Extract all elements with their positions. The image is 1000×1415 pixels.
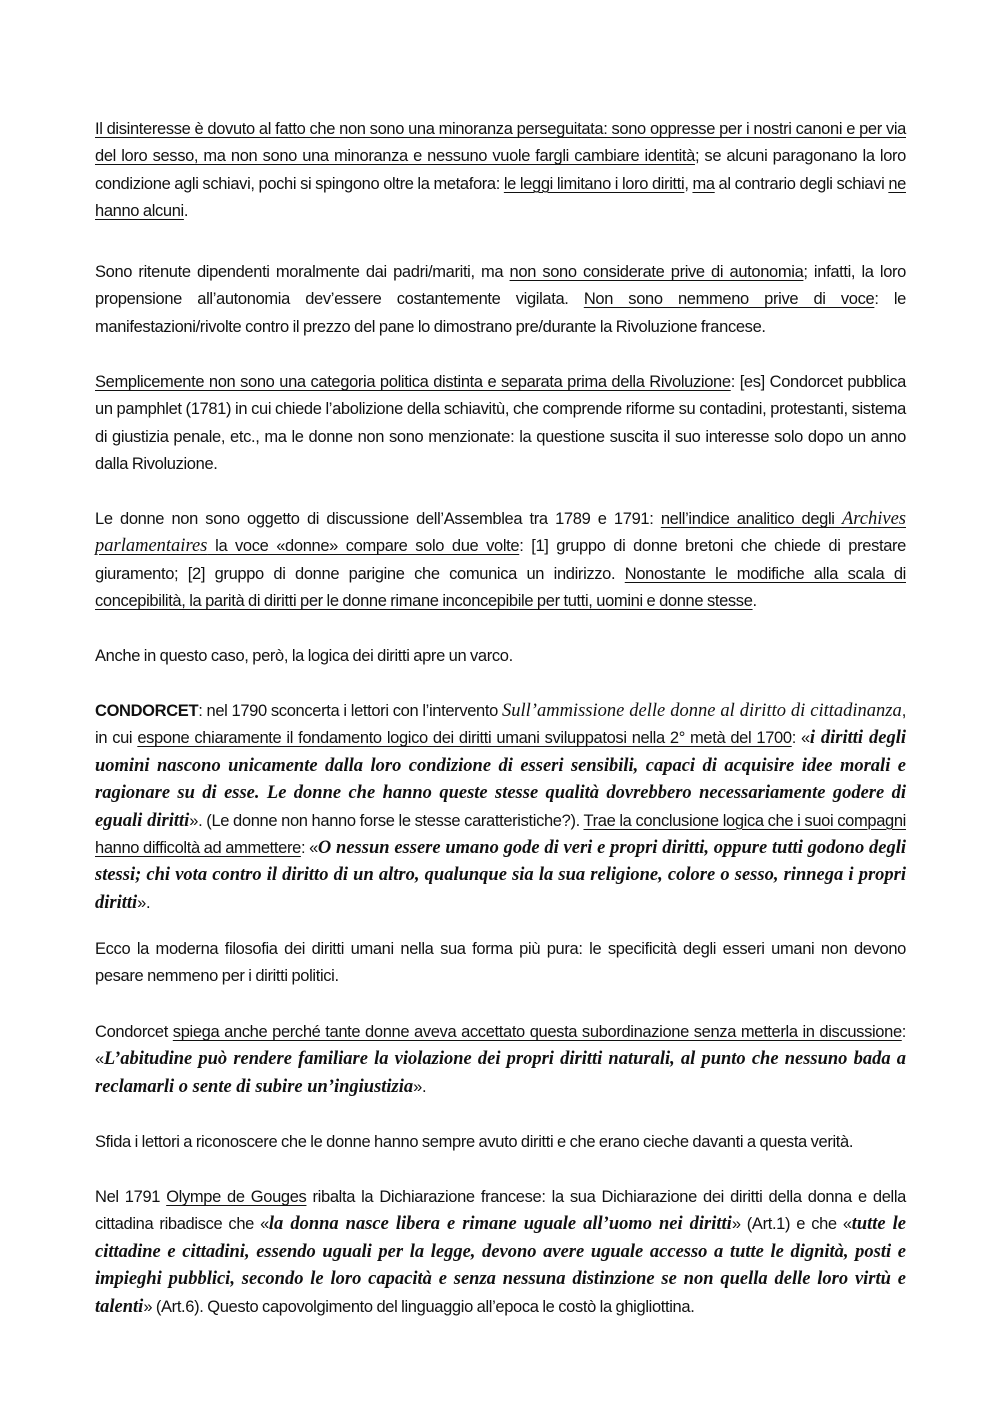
underlined-text: la voce «donne» compare solo due volte <box>207 537 520 556</box>
quote: L’abitudine può rendere familiare la violazione dei propri diritti naturali, al punto che nessuno bada a reclamarli o sente di subire un’ingiustizia <box>95 1049 906 1097</box>
text-run: : [es] Condorcet pubblica un pamphlet (1781) in cui chiede l’abolizione della schiavitù, che comprende riforme su contadini, protestanti, sistema di giustizia penale, etc., ma le donne non sono menzionate: la questione suscita il suo interesse solo dopo un anno dalla Rivoluzione. <box>95 373 907 474</box>
paragraph-olympe <box>95 1184 906 1321</box>
text-run: » (Art.1) e che « <box>731 1215 852 1234</box>
paragraph-assemblea <box>95 506 906 616</box>
text-run: : « <box>300 839 318 858</box>
text-run: . <box>752 592 757 611</box>
paragraph-sfida <box>95 1129 906 1156</box>
underlined-text: Trae la conclusione logica che i suoi compagni hanno difficoltà ad ammettere <box>95 811 906 858</box>
underlined-text: espone chiaramente il fondamento logico dei diritti umani sviluppatosi nella 2° metà del 1700 <box>137 729 792 748</box>
text-run: , in cui <box>95 702 906 748</box>
text-run: Condorcet <box>95 1023 173 1041</box>
text-run: . <box>183 202 189 221</box>
text-run: Ecco la moderna filosofia dei diritti umani nella sua forma più pura: le specificità degli esseri umani non devono pesare nemmeno per i diritti politici. <box>95 940 906 986</box>
paragraph-subordinazione <box>95 1019 906 1101</box>
underlined-text: Nonostante le modifiche alla scala di concepibilità, la parità di diritti per le donne rimane inconcepibile per tutti, uomini e donne stesse <box>95 564 906 611</box>
underlined-text: ma <box>692 174 715 193</box>
underlined-text: Il disinteresse è dovuto al fatto che non sono una minoranza perseguitata: sono oppresse per i nostri canoni e per via del loro sesso, ma non sono una minoranza e nessuno vuole fargli cambiare identità <box>95 120 906 166</box>
text-run: ; infatti, la loro propensione all’autonomia dev’essere costantemente vigilata. <box>95 263 907 309</box>
text-run: Anche in questo caso, però, la logica dei diritti apre un varco. <box>95 647 513 665</box>
quote: O nessun essere umano gode di veri e propri diritti, oppure tutti godono degli stessi; chi vota contro il diritto di un altro, qualunque sia la sua religione, colore o sesso, rinnega i propri diritti <box>95 838 906 913</box>
paragraph-varco <box>95 643 906 670</box>
underlined-text: Non sono nemmeno prive di voce <box>583 290 875 309</box>
text-run: : [1] gruppo di donne bretoni che chiede di prestare giuramento; [2] gruppo di donne parigine che comunica un indirizzo. <box>95 537 907 583</box>
text-run: ». <box>137 893 151 912</box>
text-run: ; se alcuni paragonano la loro condizione agli schiavi, pochi si spingono oltre la metafora: <box>95 147 907 193</box>
text-run: : « <box>791 729 810 748</box>
text-run: Sfida i lettori a riconoscere che le donne hanno sempre avuto diritti e che erano cieche davanti a questa verità. <box>95 1133 854 1151</box>
text-run: ». (Le donne non hanno forse le stesse caratteristiche?). <box>189 811 584 830</box>
underlined-text: Semplicemente non sono una categoria politica distinta e separata prima della Rivoluzione <box>95 373 731 391</box>
text-run: , <box>684 174 693 193</box>
text-run: » (Art.6). Questo capovolgimento del linguaggio all’epoca le costò la ghigliottina. <box>143 1297 695 1316</box>
quote: la donna nasce libera e rimane uguale all’uomo nei diritti <box>268 1214 732 1235</box>
paragraph-disinteresse <box>95 116 906 226</box>
work-title: Sull’ammissione delle donne al diritto di cittadinanza <box>502 701 902 721</box>
paragraph-condorcet <box>95 698 906 917</box>
text-run: : le manifestazioni/rivolte contro il prezzo del pane lo dimostrano pre/durante la Rivoluzione francese. <box>95 290 906 336</box>
condorcet-label: CONDORCET <box>95 702 199 720</box>
quote: i diritti degli uomini nascono unicamente dalla loro condizione di esseri sensibili, capaci di acquisire idee morali e ragionare su di esse. Le donne che hanno queste stesse qualità dovrebbero necessariamente godere di eguali diritti <box>95 728 906 831</box>
underlined-text: Olympe de Gouges <box>166 1188 307 1206</box>
paragraph-filosofia <box>95 936 906 991</box>
text-run: Sono ritenute dipendenti moralmente dai padri/mariti, ma <box>95 263 510 281</box>
text-run: al contrario degli schiavi <box>714 174 889 193</box>
underlined-text: ne hanno alcuni <box>95 174 906 221</box>
text-run: : nel 1790 sconcerta i lettori con l’intervento <box>198 702 503 720</box>
underlined-text: non sono considerate prive di autonomia <box>509 263 804 281</box>
paragraph-categoria-politica <box>95 369 906 479</box>
quote: tutte le cittadine e cittadini, essendo uguali per la legge, devono avere uguale accesso a tutte le dignità, posti e impieghi pubblici, secondo le loro capacità e senza nessuna distinzione se non quella delle loro virtù e talenti <box>95 1214 906 1317</box>
paragraph-dipendenti <box>95 259 906 341</box>
text-run: Le donne non sono oggetto di discussione dell’Assemblea tra 1789 e 1791: <box>95 510 661 528</box>
text-run: : « <box>95 1023 906 1069</box>
underlined-text: le leggi limitano i loro diritti <box>503 174 685 193</box>
underlined-text: spiega anche perché tante donne aveva accettato questa subordinazione senza metterla in discussione <box>172 1023 902 1041</box>
underlined-text: nell’indice analitico degli <box>660 510 842 528</box>
text-run: ribalta la Dichiarazione francese: la sua Dichiarazione dei diritti della donna e della cittadina ribadisce che « <box>95 1188 906 1234</box>
text-run: ». <box>413 1077 427 1096</box>
archives-title: Archives parlamentaires <box>95 509 906 557</box>
text-run: Nel 1791 <box>95 1188 167 1206</box>
